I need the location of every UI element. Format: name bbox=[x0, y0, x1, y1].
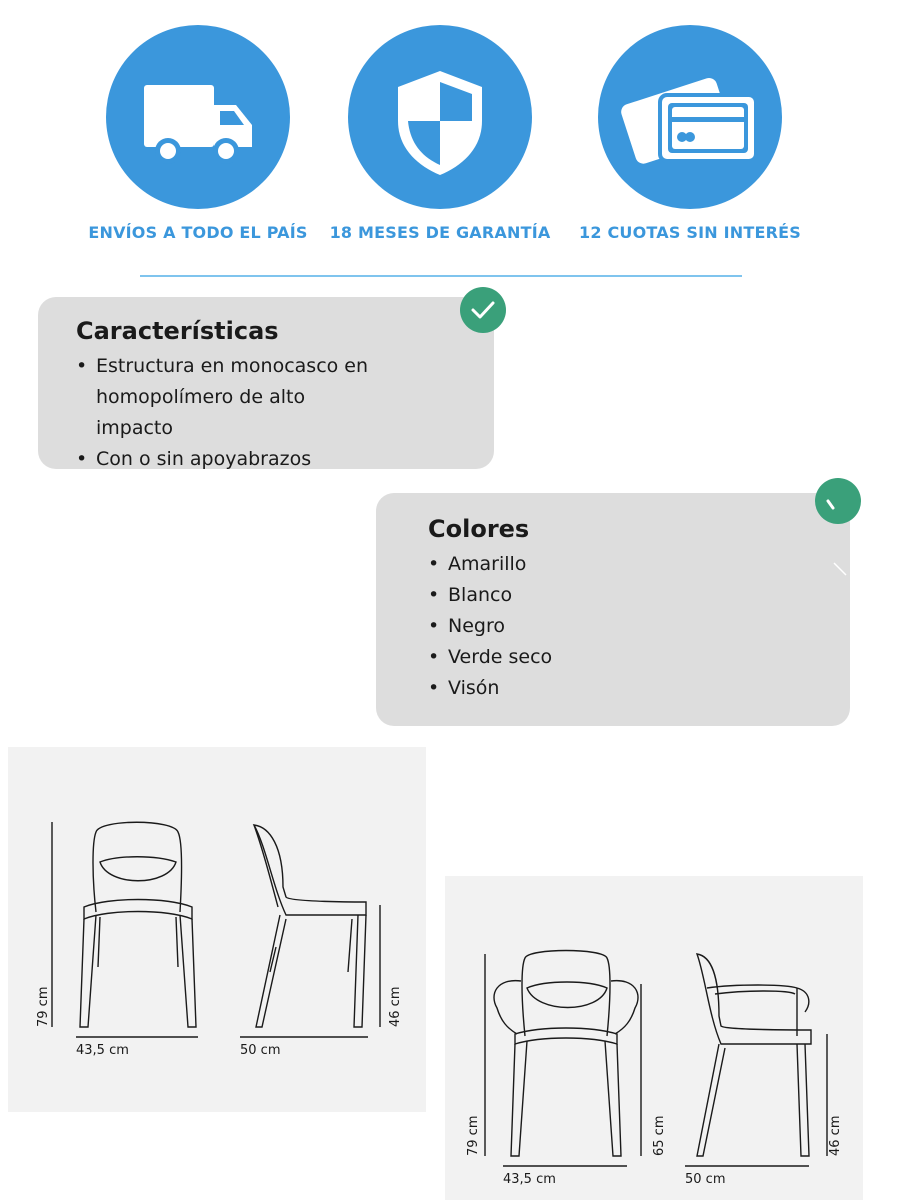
divider bbox=[140, 275, 742, 277]
warranty-circle bbox=[348, 25, 532, 209]
list-item: • Verde seco bbox=[428, 642, 788, 673]
colores-title: Colores bbox=[428, 515, 530, 543]
seat-height-label: 46 cm bbox=[828, 1115, 843, 1156]
caracteristicas-card bbox=[38, 297, 494, 469]
feature-warranty bbox=[320, 25, 560, 242]
list-item: • Blanco bbox=[428, 580, 788, 611]
check-icon bbox=[460, 287, 506, 333]
list-item: • Con o sin apoyabrazos bbox=[76, 444, 476, 475]
list-item: • Negro bbox=[428, 611, 788, 642]
width-label: 43,5 cm bbox=[503, 1172, 556, 1187]
feature-label: 18 MESES DE GARANTÍA bbox=[329, 223, 551, 242]
feature-shipping bbox=[78, 25, 318, 242]
height-label: 79 cm bbox=[36, 986, 51, 1027]
list-item: • Visón bbox=[428, 673, 788, 704]
feature-label: ENVÍOS A TODO EL PAÍS bbox=[88, 223, 308, 242]
chair-with-arms-diagram bbox=[445, 876, 863, 1200]
caracteristicas-list bbox=[76, 351, 476, 475]
shield-icon bbox=[348, 25, 532, 209]
chair-drawing bbox=[8, 747, 426, 1112]
check-badge bbox=[460, 287, 506, 333]
shipping-circle bbox=[106, 25, 290, 209]
feature-installments bbox=[570, 25, 810, 242]
depth-label: 50 cm bbox=[685, 1172, 726, 1187]
list-item: • Estructura en monocasco en homopolímero de alto impacto bbox=[76, 351, 386, 444]
feature-label: 12 CUOTAS SIN INTERÉS bbox=[579, 223, 801, 242]
chair-drawing bbox=[445, 876, 863, 1200]
width-label: 43,5 cm bbox=[76, 1043, 129, 1058]
depth-label: 50 cm bbox=[240, 1043, 281, 1058]
colores-card bbox=[376, 493, 850, 726]
check-badge bbox=[815, 478, 861, 524]
list-item: • Amarillo bbox=[428, 549, 788, 580]
height-label: 79 cm bbox=[466, 1115, 481, 1156]
arm-height-label: 65 cm bbox=[652, 1115, 667, 1156]
installments-circle bbox=[598, 25, 782, 209]
credit-card-icon bbox=[598, 25, 782, 209]
caracteristicas-title: Características bbox=[76, 317, 279, 345]
chair-without-arms-diagram bbox=[8, 747, 426, 1112]
check-stroke-decoration bbox=[376, 493, 850, 726]
truck-icon bbox=[106, 25, 290, 209]
check-icon bbox=[815, 478, 861, 524]
seat-height-label: 46 cm bbox=[388, 986, 403, 1027]
